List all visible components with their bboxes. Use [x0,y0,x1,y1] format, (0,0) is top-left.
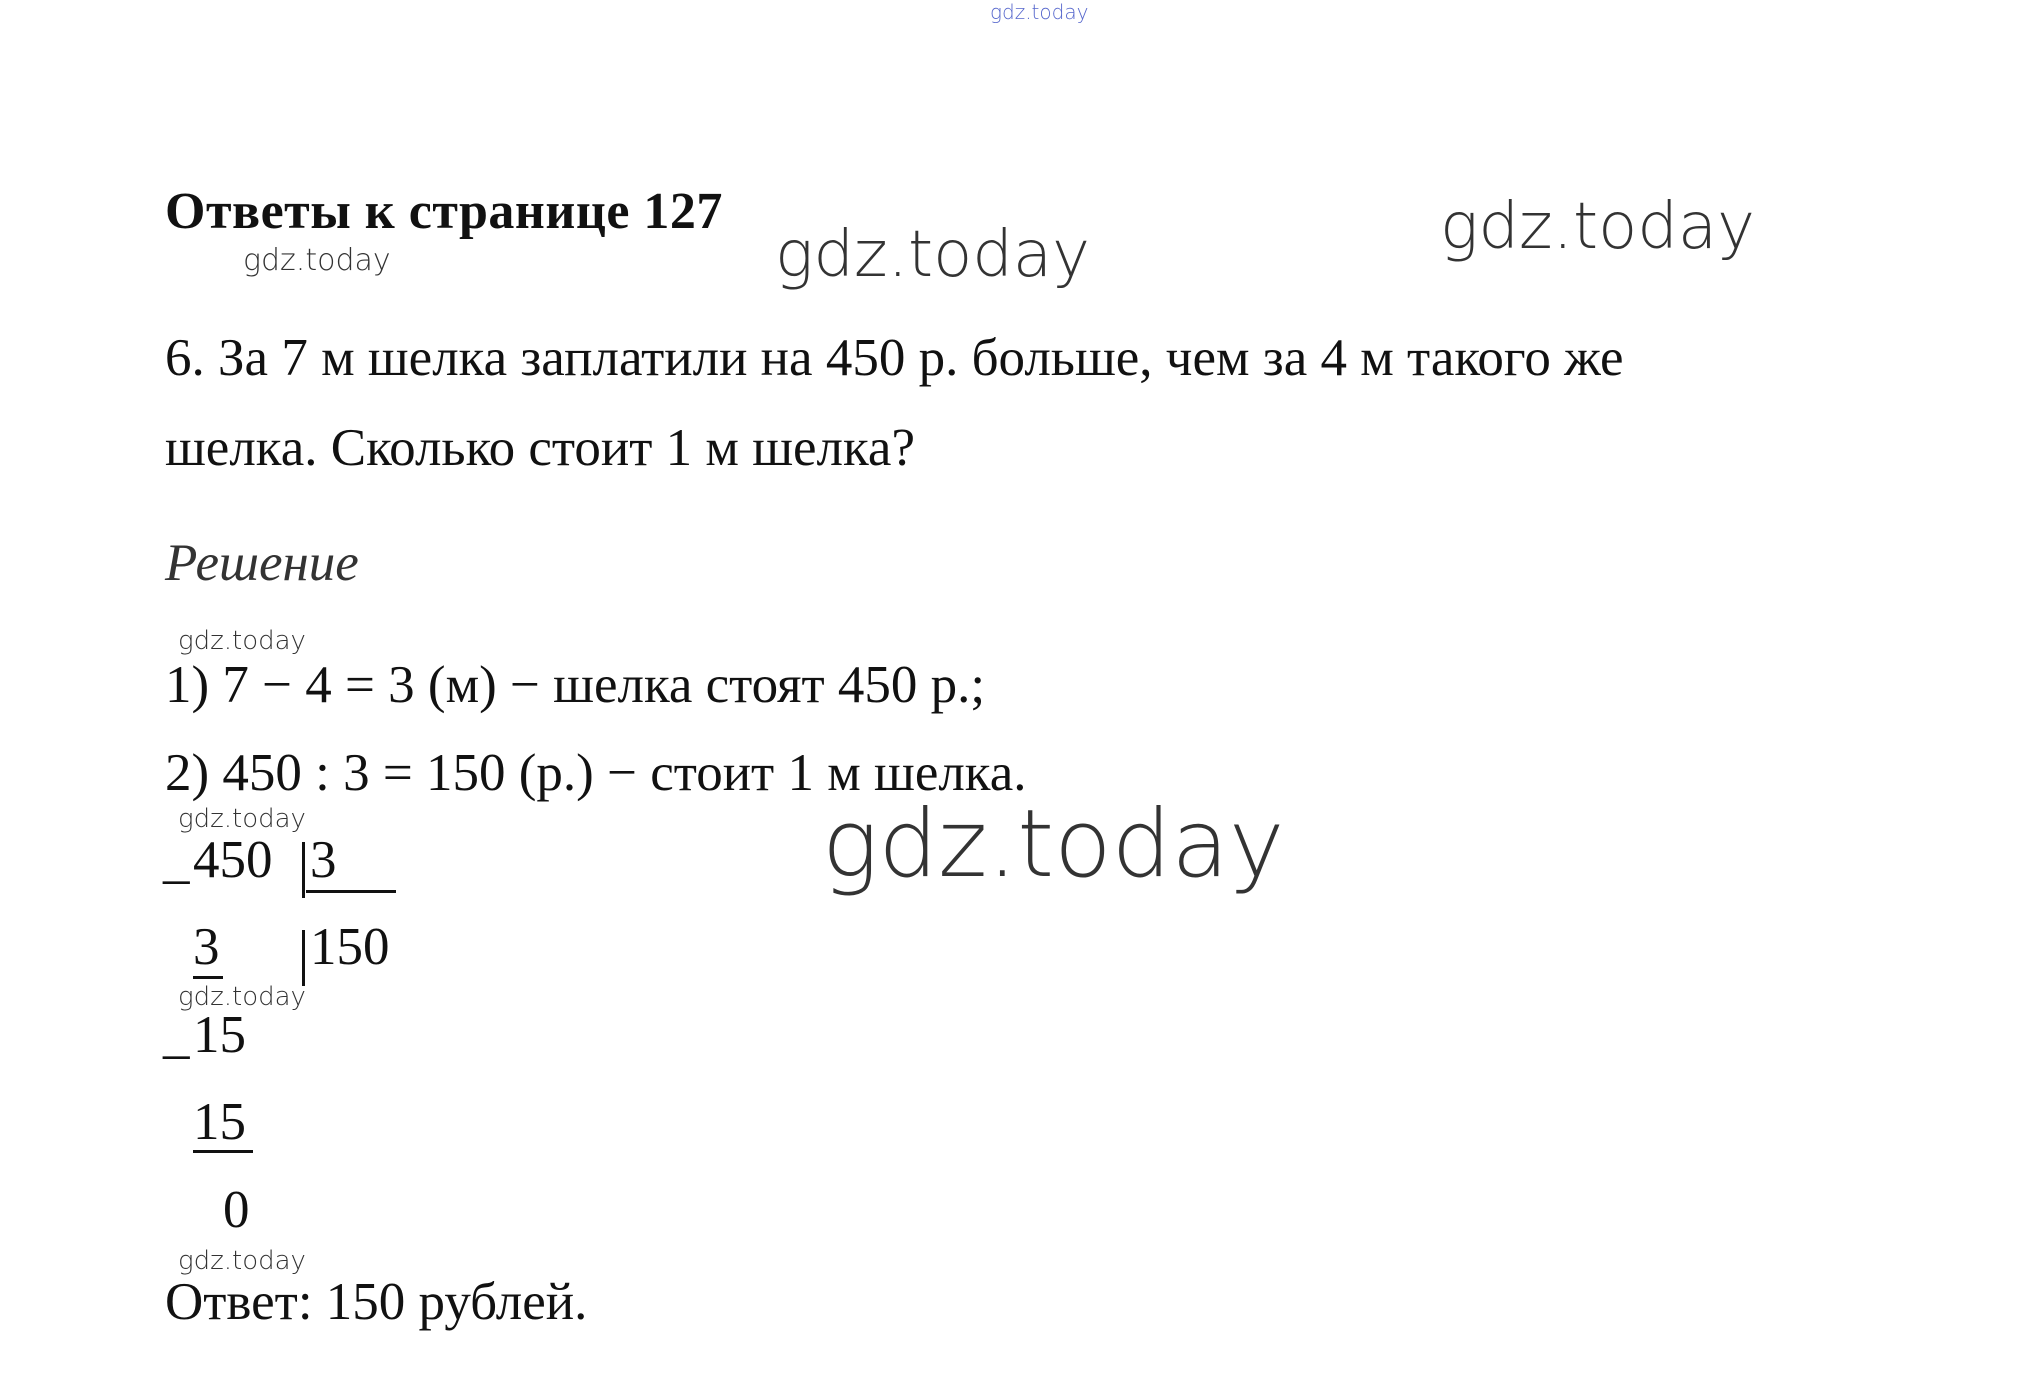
answer-text: Ответ: 150 рублей. [165,1273,588,1331]
solution-step-2: 2) 450 : 3 = 150 (р.) − стоит 1 м шелка. [165,744,1027,802]
division-first-subtrahend: 3 [193,918,220,976]
watermark-center-large: gdz.today [822,790,1285,899]
solution-label: Решение [165,534,359,592]
division-final-remainder: 0 [223,1181,250,1239]
watermark-after-title: gdz.today [775,218,1090,292]
division-second-minus-sign: _ [163,1006,190,1064]
first-subtrahend-underline [193,976,223,979]
division-minus-sign: _ [163,831,190,889]
watermark-above-step1: gdz.today [178,626,306,656]
watermark-above-division: gdz.today [178,804,306,834]
division-second-subtrahend: 15 [193,1093,246,1151]
division-quotient: 150 [310,918,390,976]
second-subtrahend-underline [193,1150,253,1153]
task-text-line-1: 6. За 7 м шелка заплатили на 450 р. больше, чем за 4 м такого же [165,329,1624,387]
division-dividend: 450 [193,831,273,889]
divisor-underline [306,890,396,893]
watermark-top: gdz.today [990,0,1089,24]
task-text-line-2: шелка. Сколько стоит 1 м шелка? [165,419,915,477]
solution-step-1: 1) 7 − 4 = 3 (м) − шелка стоят 450 р.; [165,656,986,714]
division-vertical-bar-2 [302,930,305,986]
division-remainder-step: 15 [193,1006,246,1064]
watermark-top-right: gdz.today [1440,190,1755,264]
watermark-under-title: gdz.today [243,243,391,278]
page-title: Ответы к странице 127 [165,183,723,240]
division-vertical-bar-1 [302,842,305,898]
watermark-above-answer: gdz.today [178,1246,306,1276]
watermark-mid-division: gdz.today [178,982,306,1012]
division-divisor: 3 [310,831,337,889]
